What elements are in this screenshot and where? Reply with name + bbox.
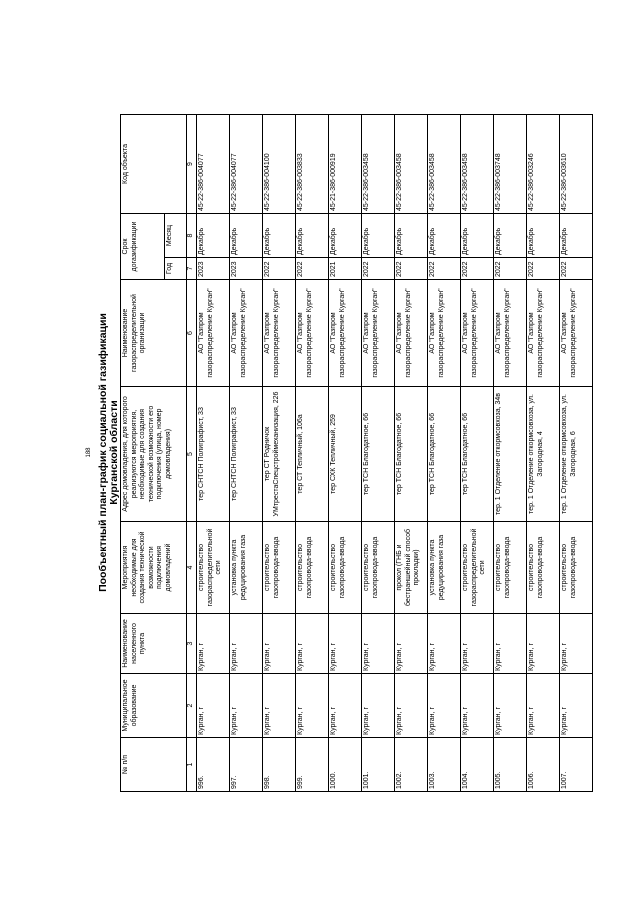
cell-set: Курган, г — [197, 614, 230, 674]
header-term: Срок догазификации — [121, 214, 165, 280]
cell-org: АО "Газпром газораспределение Курган" — [329, 280, 362, 387]
cell-org: АО "Газпром газораспределение Курган" — [527, 280, 560, 387]
cell-month: Декабрь — [428, 214, 461, 258]
cell-mun: Курган, г — [428, 674, 461, 738]
cell-year: 2022 — [494, 258, 527, 280]
cell-month: Декабрь — [527, 214, 560, 258]
cell-mun: Курган, г — [197, 674, 230, 738]
column-number: 9 — [187, 115, 197, 214]
header-month: Месяц — [165, 214, 187, 258]
cell-month: Декабрь — [197, 214, 230, 258]
header-year: Год — [165, 258, 187, 280]
cell-month: Декабрь — [362, 214, 395, 258]
cell-org: АО "Газпром газораспределение Курган" — [296, 280, 329, 387]
cell-month: Декабрь — [560, 214, 593, 258]
table-row — [461, 115, 494, 792]
cell-meas: строительство газопровода-ввода — [263, 522, 296, 614]
cell-no: 1004. — [461, 738, 494, 792]
cell-no: 1005. — [494, 738, 527, 792]
cell-org: АО "Газпром газораспределение Курган" — [263, 280, 296, 387]
table-row — [230, 115, 263, 792]
cell-addr: тер СХК Тепличный, 259 — [329, 387, 362, 522]
cell-mun: Курган, г — [296, 674, 329, 738]
table-body — [197, 115, 593, 792]
cell-month: Декабрь — [296, 214, 329, 258]
gasification-table — [120, 114, 593, 792]
header-settlement: Наименование населенного пункта — [121, 614, 187, 674]
cell-year: 2022 — [428, 258, 461, 280]
column-number: 6 — [187, 280, 197, 387]
cell-month: Декабрь — [230, 214, 263, 258]
cell-addr: тер. 1 Отделение откормсовхоза, ул. Загородная, 4 — [527, 387, 560, 522]
cell-org: АО "Газпром газораспределение Курган" — [197, 280, 230, 387]
cell-addr: тер СТ Родничок УМтрестаСпецстроймеханизация, 226 — [263, 387, 296, 522]
table-row — [362, 115, 395, 792]
table-row — [395, 115, 428, 792]
title-line-2: Курганской области — [108, 400, 120, 505]
cell-no: 997. — [230, 738, 263, 792]
header-address: Адрес домовладения, для которого реализуются мероприятия, необходимые для создания технической возможности его подключения (улица, номер домовладения) — [121, 387, 187, 522]
table-row — [329, 115, 362, 792]
cell-no: 1003. — [428, 738, 461, 792]
cell-addr: тер СНТСН Полиграфист, 33 — [230, 387, 263, 522]
cell-no: 996. — [197, 738, 230, 792]
cell-meas: строительство газораспределительной сети — [461, 522, 494, 614]
cell-meas: строительство газопровода-ввода — [560, 522, 593, 614]
cell-set: Курган, г — [263, 614, 296, 674]
column-number: 2 — [187, 674, 197, 738]
cell-month: Декабрь — [263, 214, 296, 258]
cell-meas: строительство газораспределительной сети — [197, 522, 230, 614]
cell-meas: установка пункта редуцирования газа — [230, 522, 263, 614]
cell-year: 2022 — [296, 258, 329, 280]
cell-addr: тер. 1 Отделение откормсовхоза, ул. Загородная, 6 — [560, 387, 593, 522]
cell-org: АО "Газпром газораспределение Курган" — [230, 280, 263, 387]
column-number: 1 — [187, 738, 197, 792]
cell-meas: установка пункта редуцирования газа — [428, 522, 461, 614]
cell-addr: тер ТСН Благодатное, 66 — [461, 387, 494, 522]
cell-set: Курган, г — [230, 614, 263, 674]
cell-mun: Курган, г — [395, 674, 428, 738]
cell-set: Курган, г — [296, 614, 329, 674]
cell-mun: Курган, г — [560, 674, 593, 738]
cell-year: 2022 — [362, 258, 395, 280]
cell-code: 45-22-386-003610 — [560, 115, 593, 214]
cell-addr: тер ТСН Благодатное, 66 — [362, 387, 395, 522]
cell-set: Курган, г — [329, 614, 362, 674]
cell-meas: прокол (ГНБ и бестраншейный способ прокладки) — [395, 522, 428, 614]
cell-mun: Курган, г — [263, 674, 296, 738]
cell-year: 2023 — [197, 258, 230, 280]
table-row — [494, 115, 527, 792]
cell-year: 2022 — [560, 258, 593, 280]
table-row — [197, 115, 230, 792]
header-organization: Наименование газораспределительной организации — [121, 280, 187, 387]
column-number: 7 — [187, 258, 197, 280]
cell-month: Декабрь — [494, 214, 527, 258]
table-row — [560, 115, 593, 792]
cell-set: Курган, г — [494, 614, 527, 674]
cell-no: 998. — [263, 738, 296, 792]
cell-set: Курган, г — [560, 614, 593, 674]
cell-no: 1000. — [329, 738, 362, 792]
cell-addr: тер СТ Тепличный, 106а — [296, 387, 329, 522]
cell-no: 1002. — [395, 738, 428, 792]
column-number: 5 — [187, 387, 197, 522]
cell-org: АО "Газпром газораспределение Курган" — [428, 280, 461, 387]
cell-code: 45-22-386-003833 — [296, 115, 329, 214]
cell-addr: тер ТСН Благодатное, 66 — [395, 387, 428, 522]
cell-year: 2022 — [461, 258, 494, 280]
table-row — [428, 115, 461, 792]
cell-year: 2022 — [395, 258, 428, 280]
cell-month: Декабрь — [461, 214, 494, 258]
cell-mun: Курган, г — [230, 674, 263, 738]
cell-mun: Курган, г — [527, 674, 560, 738]
cell-mun: Курган, г — [362, 674, 395, 738]
cell-code: 45-22-386-003748 — [494, 115, 527, 214]
page-number: 188 — [86, 447, 92, 458]
table-row — [527, 115, 560, 792]
cell-set: Курган, г — [395, 614, 428, 674]
column-number: 4 — [187, 522, 197, 614]
cell-code: 45-22-386-003458 — [428, 115, 461, 214]
header-municipality: Муниципальное образование — [121, 674, 187, 738]
cell-org: АО "Газпром газораспределение Курган" — [362, 280, 395, 387]
cell-mun: Курган, г — [461, 674, 494, 738]
cell-code: 45-22-386-003458 — [362, 115, 395, 214]
cell-code: 45-22-386-004077 — [197, 115, 230, 214]
cell-meas: строительство газопровода-ввода — [527, 522, 560, 614]
table-row — [263, 115, 296, 792]
cell-org: АО "Газпром газораспределение Курган" — [560, 280, 593, 387]
cell-addr: тер СНТСН Полиграфист, 33 — [197, 387, 230, 522]
cell-code: 45-22-386-003458 — [461, 115, 494, 214]
cell-code: 45-21-386-000919 — [329, 115, 362, 214]
header-code: Код объекта — [121, 115, 187, 214]
column-number: 3 — [187, 614, 197, 674]
cell-meas: строительство газопровода-ввода — [329, 522, 362, 614]
cell-year: 2021 — [329, 258, 362, 280]
cell-no: 1001. — [362, 738, 395, 792]
cell-addr: тер. 1 Отделение откормсовхоза, 34в — [494, 387, 527, 522]
cell-no: 1007. — [560, 738, 593, 792]
table-row — [296, 115, 329, 792]
cell-month: Декабрь — [395, 214, 428, 258]
header-measures: Мероприятия необходимые для создания технической возможности подключения домовладений — [121, 522, 187, 614]
cell-code: 45-22-386-003458 — [395, 115, 428, 214]
cell-meas: строительство газопровода-ввода — [494, 522, 527, 614]
header-no: № п/п — [121, 738, 187, 792]
cell-code: 45-22-386-004077 — [230, 115, 263, 214]
cell-set: Курган, г — [527, 614, 560, 674]
cell-no: 999. — [296, 738, 329, 792]
title-line-1: Пообъектный план-график социальной газификации — [97, 313, 109, 592]
cell-set: Курган, г — [461, 614, 494, 674]
cell-mun: Курган, г — [494, 674, 527, 738]
cell-meas: строительство газопровода-ввода — [296, 522, 329, 614]
cell-code: 45-22-386-004100 — [263, 115, 296, 214]
cell-no: 1006. — [527, 738, 560, 792]
cell-addr: тер ТСН Благодатное, 66 — [428, 387, 461, 522]
cell-month: Декабрь — [329, 214, 362, 258]
cell-year: 2022 — [527, 258, 560, 280]
cell-org: АО "Газпром газораспределение Курган" — [494, 280, 527, 387]
cell-set: Курган, г — [428, 614, 461, 674]
cell-set: Курган, г — [362, 614, 395, 674]
cell-code: 45-22-386-003246 — [527, 115, 560, 214]
cell-year: 2023 — [230, 258, 263, 280]
cell-mun: Курган, г — [329, 674, 362, 738]
cell-org: АО "Газпром газораспределение Курган" — [461, 280, 494, 387]
cell-meas: строительство газопровода-ввода — [362, 522, 395, 614]
cell-year: 2022 — [263, 258, 296, 280]
cell-org: АО "Газпром газораспределение Курган" — [395, 280, 428, 387]
column-number: 8 — [187, 214, 197, 258]
